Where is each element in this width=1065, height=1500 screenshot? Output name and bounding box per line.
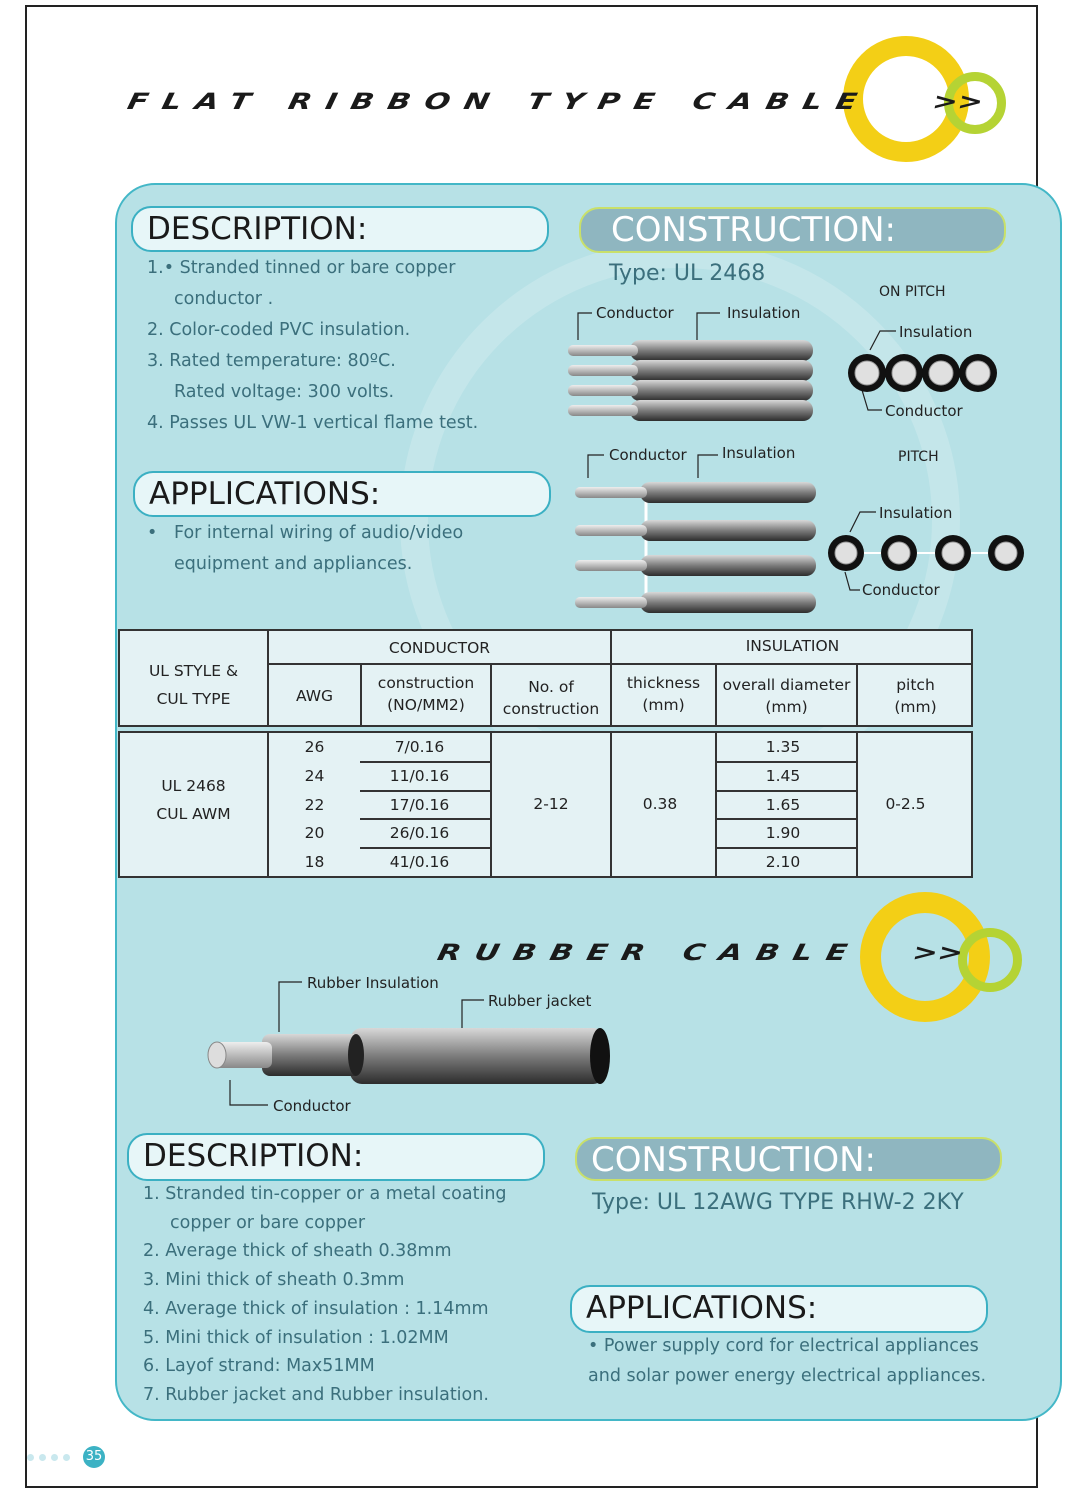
table-row-construction: 41/0.16 bbox=[389, 853, 450, 871]
table-row-diameter: 1.90 bbox=[765, 824, 801, 842]
description-heading: DESCRIPTION: bbox=[127, 1133, 545, 1181]
table-row-awg: 26 bbox=[304, 738, 325, 756]
list-item: 6. Layof strand: Max51MM bbox=[143, 1356, 375, 1377]
list-item: 1.• Stranded tinned or bare copper bbox=[147, 258, 456, 278]
list-item: 5. Mini thick of insulation : 1.02MM bbox=[143, 1327, 449, 1348]
list-item: 3. Rated temperature: 80ºC. bbox=[147, 351, 396, 371]
page-number: 35 bbox=[83, 1446, 105, 1468]
header-thickness: thickness (mm) bbox=[626, 674, 701, 714]
rubber-cable-title: RUBBER CABLE bbox=[435, 939, 864, 966]
page-dot-decoration bbox=[27, 1454, 34, 1461]
list-item: 1. Stranded tin-copper or a metal coating bbox=[143, 1184, 507, 1204]
diagram1-conductor-label: Conductor bbox=[596, 304, 674, 322]
table-row-awg: 22 bbox=[304, 796, 325, 814]
header-ul-style: UL STYLE & CUL TYPE bbox=[148, 662, 239, 708]
table-row-diameter: 1.65 bbox=[765, 796, 801, 814]
rubber-conductor-label: Conductor bbox=[273, 1097, 351, 1115]
header-conductor: CONDUCTOR bbox=[388, 639, 491, 657]
header-overall-diameter: overall diameter (mm) bbox=[722, 676, 851, 716]
diagram1-insulation-label: Insulation bbox=[727, 304, 801, 322]
list-item: and solar power energy electrical appliances. bbox=[588, 1366, 987, 1386]
pitch-title: PITCH bbox=[898, 449, 939, 465]
page-dot-decoration bbox=[63, 1454, 70, 1461]
pitch-value: 0-2.5 bbox=[885, 795, 926, 813]
rubber-insulation-label: Rubber Insulation bbox=[307, 974, 439, 992]
thickness-value: 0.38 bbox=[642, 795, 678, 813]
table-row-construction: 17/0.16 bbox=[389, 796, 450, 814]
table-row-awg: 18 bbox=[304, 853, 325, 871]
applications-heading: APPLICATIONS: bbox=[570, 1285, 988, 1333]
diagram2-conductor-label: Conductor bbox=[609, 446, 687, 464]
list-item: 2. Average thick of sheath 0.38mm bbox=[143, 1241, 452, 1262]
list-item: 4. Average thick of insulation : 1.14mm bbox=[143, 1298, 489, 1319]
list-item: 7. Rubber jacket and Rubber insulation. bbox=[143, 1384, 489, 1405]
description-list bbox=[147, 253, 478, 439]
applications-list bbox=[147, 518, 463, 580]
rubber-jacket-label: Rubber jacket bbox=[488, 992, 592, 1010]
on-pitch-insulation-label: Insulation bbox=[899, 323, 973, 341]
on-pitch-title: ON PITCH bbox=[879, 284, 946, 300]
table-row-awg: 20 bbox=[304, 824, 325, 842]
construction-type: Type: UL 12AWG TYPE RHW-2 2KY bbox=[592, 1190, 964, 1215]
no-of-construction-value: 2-12 bbox=[533, 795, 569, 813]
list-item: 4. Passes UL VW-1 vertical flame test. bbox=[147, 413, 479, 433]
list-item: conductor . bbox=[174, 289, 274, 309]
list-item: Rated voltage: 300 volts. bbox=[174, 382, 395, 402]
pitch-insulation-label: Insulation bbox=[879, 504, 953, 522]
list-item bbox=[147, 518, 463, 549]
table-row-diameter: 2.10 bbox=[765, 853, 801, 871]
page-dot-decoration bbox=[51, 1454, 58, 1461]
list-item: • Power supply cord for electrical appliances bbox=[588, 1336, 979, 1356]
header-awg: AWG bbox=[295, 687, 334, 705]
table-row-diameter: 1.45 bbox=[765, 767, 801, 785]
description-list bbox=[143, 1180, 507, 1410]
list-item: copper or bare copper bbox=[170, 1212, 366, 1233]
header-pitch: pitch (mm) bbox=[894, 676, 937, 716]
on-pitch-conductor-label: Conductor bbox=[885, 402, 963, 420]
applications-heading: APPLICATIONS: bbox=[133, 471, 551, 517]
description-heading: DESCRIPTION: bbox=[131, 206, 549, 252]
header-construction: construction (NO/MM2) bbox=[377, 674, 475, 714]
flat-ribbon-title: FLAT RIBBON TYPE CABLE bbox=[125, 88, 874, 115]
list-item: equipment and appliances. bbox=[174, 554, 413, 574]
construction-heading: CONSTRUCTION: bbox=[579, 207, 1006, 253]
list-item: 2. Color-coded PVC insulation. bbox=[147, 320, 411, 340]
table-row-construction: 7/0.16 bbox=[394, 738, 445, 756]
rubber-cable-arrows: >> bbox=[910, 939, 966, 966]
construction-heading: CONSTRUCTION: bbox=[575, 1137, 1002, 1181]
application-text: For internal wiring of audio/video bbox=[174, 523, 464, 543]
page-dot-decoration bbox=[39, 1454, 46, 1461]
green-ring-decoration bbox=[958, 928, 1022, 992]
header-no-of-construction: No. of construction bbox=[502, 678, 600, 718]
construction-type: Type: UL 2468 bbox=[609, 261, 766, 286]
diagram2-insulation-label: Insulation bbox=[722, 444, 796, 462]
bullet: • bbox=[147, 523, 158, 543]
list-item: 3. Mini thick of sheath 0.3mm bbox=[143, 1270, 405, 1291]
table-row-construction: 11/0.16 bbox=[389, 767, 450, 785]
table-row-awg: 24 bbox=[304, 767, 325, 785]
flat-ribbon-arrows: >> bbox=[930, 88, 986, 115]
pitch-conductor-label: Conductor bbox=[862, 581, 940, 599]
style-cell: UL 2468 CUL AWM bbox=[156, 777, 231, 823]
header-insulation: INSULATION bbox=[745, 637, 840, 655]
table-row-construction: 26/0.16 bbox=[389, 824, 450, 842]
table-row-diameter: 1.35 bbox=[765, 738, 801, 756]
applications-list bbox=[588, 1331, 986, 1391]
